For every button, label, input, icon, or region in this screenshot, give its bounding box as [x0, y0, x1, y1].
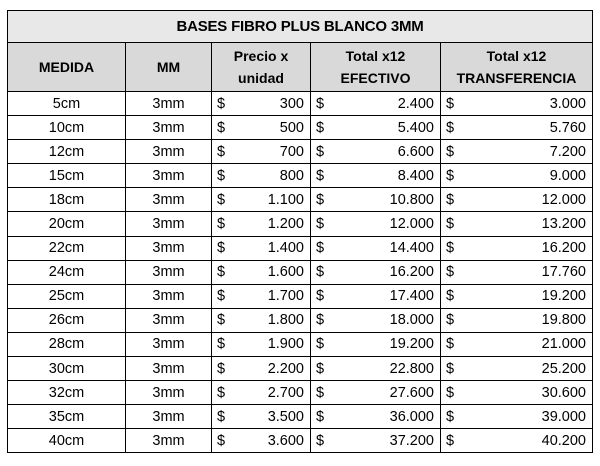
currency-symbol: $ — [316, 216, 325, 233]
cell-efectivo-value: 6.600 — [397, 143, 434, 160]
cell-transferencia-value: 12.000 — [541, 191, 586, 208]
currency-symbol: $ — [316, 288, 325, 305]
cell-medida: 22cm — [8, 236, 126, 260]
cell-precio-value: 1.600 — [267, 264, 304, 281]
header-transferencia-line1: Total x12 — [486, 48, 547, 64]
currency-symbol: $ — [316, 191, 325, 208]
currency-symbol: $ — [446, 312, 455, 329]
table-row — [8, 332, 593, 356]
cell-efectivo — [311, 164, 441, 188]
table-row — [8, 116, 593, 140]
cell-transferencia-value: 39.000 — [541, 408, 586, 425]
currency-symbol: $ — [217, 216, 226, 233]
cell-medida: 30cm — [8, 357, 126, 381]
cell-medida: 26cm — [8, 308, 126, 332]
cell-efectivo — [311, 308, 441, 332]
currency-symbol: $ — [446, 264, 455, 281]
cell-transferencia-value: 40.200 — [541, 432, 586, 449]
currency-symbol: $ — [316, 119, 325, 136]
cell-efectivo-value: 16.200 — [389, 264, 434, 281]
currency-symbol: $ — [217, 240, 226, 257]
cell-efectivo-value: 12.000 — [389, 216, 434, 233]
table-row — [8, 212, 593, 236]
cell-medida: 15cm — [8, 164, 126, 188]
cell-efectivo — [311, 236, 441, 260]
header-precio-line2: unidad — [238, 70, 284, 86]
currency-symbol: $ — [316, 143, 325, 160]
cell-precio-value: 2.700 — [267, 384, 304, 401]
header-row — [8, 43, 593, 92]
cell-precio — [212, 284, 311, 308]
cell-efectivo — [311, 405, 441, 429]
currency-symbol: $ — [446, 240, 455, 257]
currency-symbol: $ — [217, 432, 226, 449]
table-row — [8, 92, 593, 116]
currency-symbol: $ — [446, 191, 455, 208]
cell-transferencia — [441, 308, 593, 332]
cell-transferencia-value: 16.200 — [541, 240, 586, 257]
currency-symbol: $ — [316, 384, 325, 401]
cell-precio — [212, 308, 311, 332]
cell-efectivo-value: 14.400 — [389, 240, 434, 257]
cell-precio-value: 1.900 — [267, 336, 304, 353]
cell-efectivo-value: 36.000 — [389, 408, 434, 425]
cell-medida: 25cm — [8, 284, 126, 308]
cell-efectivo-value: 22.800 — [389, 360, 434, 377]
currency-symbol: $ — [316, 95, 325, 112]
cell-medida: 24cm — [8, 260, 126, 284]
currency-symbol: $ — [217, 360, 226, 377]
cell-transferencia — [441, 116, 593, 140]
currency-symbol: $ — [316, 360, 325, 377]
cell-transferencia — [441, 260, 593, 284]
currency-symbol: $ — [446, 216, 455, 233]
cell-medida: 28cm — [8, 332, 126, 356]
cell-precio-value: 1.700 — [267, 288, 304, 305]
cell-mm: 3mm — [126, 260, 212, 284]
cell-efectivo — [311, 92, 441, 116]
header-precio-line1: Precio x — [233, 48, 289, 64]
currency-symbol: $ — [217, 191, 226, 208]
cell-efectivo-value: 18.000 — [389, 312, 434, 329]
cell-transferencia — [441, 357, 593, 381]
cell-precio — [212, 236, 311, 260]
cell-mm: 3mm — [126, 332, 212, 356]
cell-efectivo — [311, 429, 441, 453]
cell-efectivo — [311, 116, 441, 140]
cell-precio — [212, 140, 311, 164]
cell-mm: 3mm — [126, 92, 212, 116]
currency-symbol: $ — [446, 143, 455, 160]
table-row — [8, 188, 593, 212]
table-row — [8, 236, 593, 260]
price-table — [7, 10, 593, 453]
cell-efectivo — [311, 212, 441, 236]
cell-precio — [212, 164, 311, 188]
currency-symbol: $ — [446, 95, 455, 112]
currency-symbol: $ — [217, 336, 226, 353]
cell-transferencia — [441, 92, 593, 116]
cell-precio-value: 1.200 — [267, 216, 304, 233]
header-transferencia-line2: TRANSFERENCIA — [456, 70, 577, 86]
cell-transferencia — [441, 164, 593, 188]
cell-precio-value: 700 — [279, 143, 304, 160]
cell-mm: 3mm — [126, 308, 212, 332]
header-precio — [212, 43, 311, 92]
currency-symbol: $ — [217, 119, 226, 136]
cell-transferencia — [441, 381, 593, 405]
cell-medida: 5cm — [8, 92, 126, 116]
cell-precio-value: 1.100 — [267, 191, 304, 208]
cell-transferencia — [441, 429, 593, 453]
cell-precio — [212, 332, 311, 356]
currency-symbol: $ — [316, 408, 325, 425]
currency-symbol: $ — [446, 408, 455, 425]
currency-symbol: $ — [217, 384, 226, 401]
table-row — [8, 357, 593, 381]
cell-transferencia-value: 21.000 — [541, 336, 586, 353]
cell-medida: 20cm — [8, 212, 126, 236]
cell-precio — [212, 381, 311, 405]
currency-symbol: $ — [316, 240, 325, 257]
cell-mm: 3mm — [126, 381, 212, 405]
cell-mm: 3mm — [126, 188, 212, 212]
cell-transferencia — [441, 140, 593, 164]
cell-precio-value: 800 — [279, 167, 304, 184]
header-mm: MM — [126, 43, 212, 92]
cell-transferencia-value: 13.200 — [541, 216, 586, 233]
cell-precio-value: 3.600 — [267, 432, 304, 449]
cell-efectivo — [311, 140, 441, 164]
cell-mm: 3mm — [126, 116, 212, 140]
cell-efectivo-value: 10.800 — [389, 191, 434, 208]
cell-mm: 3mm — [126, 284, 212, 308]
cell-transferencia — [441, 188, 593, 212]
cell-efectivo — [311, 188, 441, 212]
cell-medida: 18cm — [8, 188, 126, 212]
cell-efectivo-value: 8.400 — [397, 167, 434, 184]
cell-transferencia-value: 3.000 — [549, 95, 586, 112]
currency-symbol: $ — [316, 432, 325, 449]
currency-symbol: $ — [446, 167, 455, 184]
currency-symbol: $ — [217, 264, 226, 281]
cell-medida: 35cm — [8, 405, 126, 429]
currency-symbol: $ — [316, 264, 325, 281]
header-transferencia — [441, 43, 593, 92]
cell-precio-value: 300 — [279, 95, 304, 112]
currency-symbol: $ — [446, 288, 455, 305]
cell-precio-value: 3.500 — [267, 408, 304, 425]
table-row — [8, 308, 593, 332]
cell-precio — [212, 260, 311, 284]
cell-transferencia — [441, 405, 593, 429]
currency-symbol: $ — [316, 167, 325, 184]
currency-symbol: $ — [217, 288, 226, 305]
cell-transferencia-value: 5.760 — [549, 119, 586, 136]
cell-efectivo-value: 5.400 — [397, 119, 434, 136]
table-row — [8, 260, 593, 284]
cell-mm: 3mm — [126, 140, 212, 164]
cell-mm: 3mm — [126, 405, 212, 429]
cell-mm: 3mm — [126, 236, 212, 260]
cell-precio — [212, 429, 311, 453]
cell-transferencia-value: 19.200 — [541, 288, 586, 305]
cell-transferencia-value: 19.800 — [541, 312, 586, 329]
cell-efectivo-value: 27.600 — [389, 384, 434, 401]
table-row — [8, 140, 593, 164]
cell-mm: 3mm — [126, 212, 212, 236]
table-title: BASES FIBRO PLUS BLANCO 3MM — [8, 11, 593, 43]
cell-efectivo-value: 17.400 — [389, 288, 434, 305]
currency-symbol: $ — [217, 408, 226, 425]
cell-precio — [212, 212, 311, 236]
cell-mm: 3mm — [126, 357, 212, 381]
cell-transferencia — [441, 212, 593, 236]
title-row — [8, 11, 593, 43]
cell-transferencia-value: 25.200 — [541, 360, 586, 377]
cell-precio-value: 1.800 — [267, 312, 304, 329]
table-row — [8, 284, 593, 308]
cell-transferencia-value: 17.760 — [541, 264, 586, 281]
cell-transferencia — [441, 284, 593, 308]
currency-symbol: $ — [446, 119, 455, 136]
header-medida: MEDIDA — [8, 43, 126, 92]
cell-efectivo-value: 19.200 — [389, 336, 434, 353]
cell-transferencia-value: 30.600 — [541, 384, 586, 401]
cell-precio — [212, 116, 311, 140]
cell-precio-value: 1.400 — [267, 240, 304, 257]
table-body — [8, 92, 593, 453]
cell-precio — [212, 92, 311, 116]
table-row — [8, 381, 593, 405]
cell-efectivo — [311, 332, 441, 356]
cell-medida: 12cm — [8, 140, 126, 164]
currency-symbol: $ — [446, 384, 455, 401]
cell-medida: 10cm — [8, 116, 126, 140]
table-row — [8, 164, 593, 188]
currency-symbol: $ — [217, 143, 226, 160]
cell-precio — [212, 405, 311, 429]
cell-transferencia-value: 7.200 — [549, 143, 586, 160]
currency-symbol: $ — [316, 336, 325, 353]
table-row — [8, 405, 593, 429]
currency-symbol: $ — [446, 432, 455, 449]
cell-efectivo-value: 37.200 — [389, 432, 434, 449]
cell-efectivo — [311, 284, 441, 308]
header-efectivo-line1: Total x12 — [345, 48, 406, 64]
header-efectivo-line2: EFECTIVO — [340, 70, 411, 86]
header-efectivo — [311, 43, 441, 92]
table-row — [8, 429, 593, 453]
cell-efectivo — [311, 357, 441, 381]
price-sheet — [7, 10, 592, 453]
cell-efectivo — [311, 260, 441, 284]
cell-efectivo-value: 2.400 — [397, 95, 434, 112]
cell-medida: 40cm — [8, 429, 126, 453]
cell-medida: 32cm — [8, 381, 126, 405]
cell-mm: 3mm — [126, 429, 212, 453]
currency-symbol: $ — [446, 336, 455, 353]
cell-transferencia — [441, 236, 593, 260]
cell-transferencia-value: 9.000 — [549, 167, 586, 184]
cell-transferencia — [441, 332, 593, 356]
cell-precio — [212, 188, 311, 212]
cell-precio-value: 2.200 — [267, 360, 304, 377]
currency-symbol: $ — [446, 360, 455, 377]
currency-symbol: $ — [217, 167, 226, 184]
cell-mm: 3mm — [126, 164, 212, 188]
currency-symbol: $ — [217, 312, 226, 329]
currency-symbol: $ — [217, 95, 226, 112]
cell-precio — [212, 357, 311, 381]
cell-efectivo — [311, 381, 441, 405]
cell-precio-value: 500 — [279, 119, 304, 136]
currency-symbol: $ — [316, 312, 325, 329]
